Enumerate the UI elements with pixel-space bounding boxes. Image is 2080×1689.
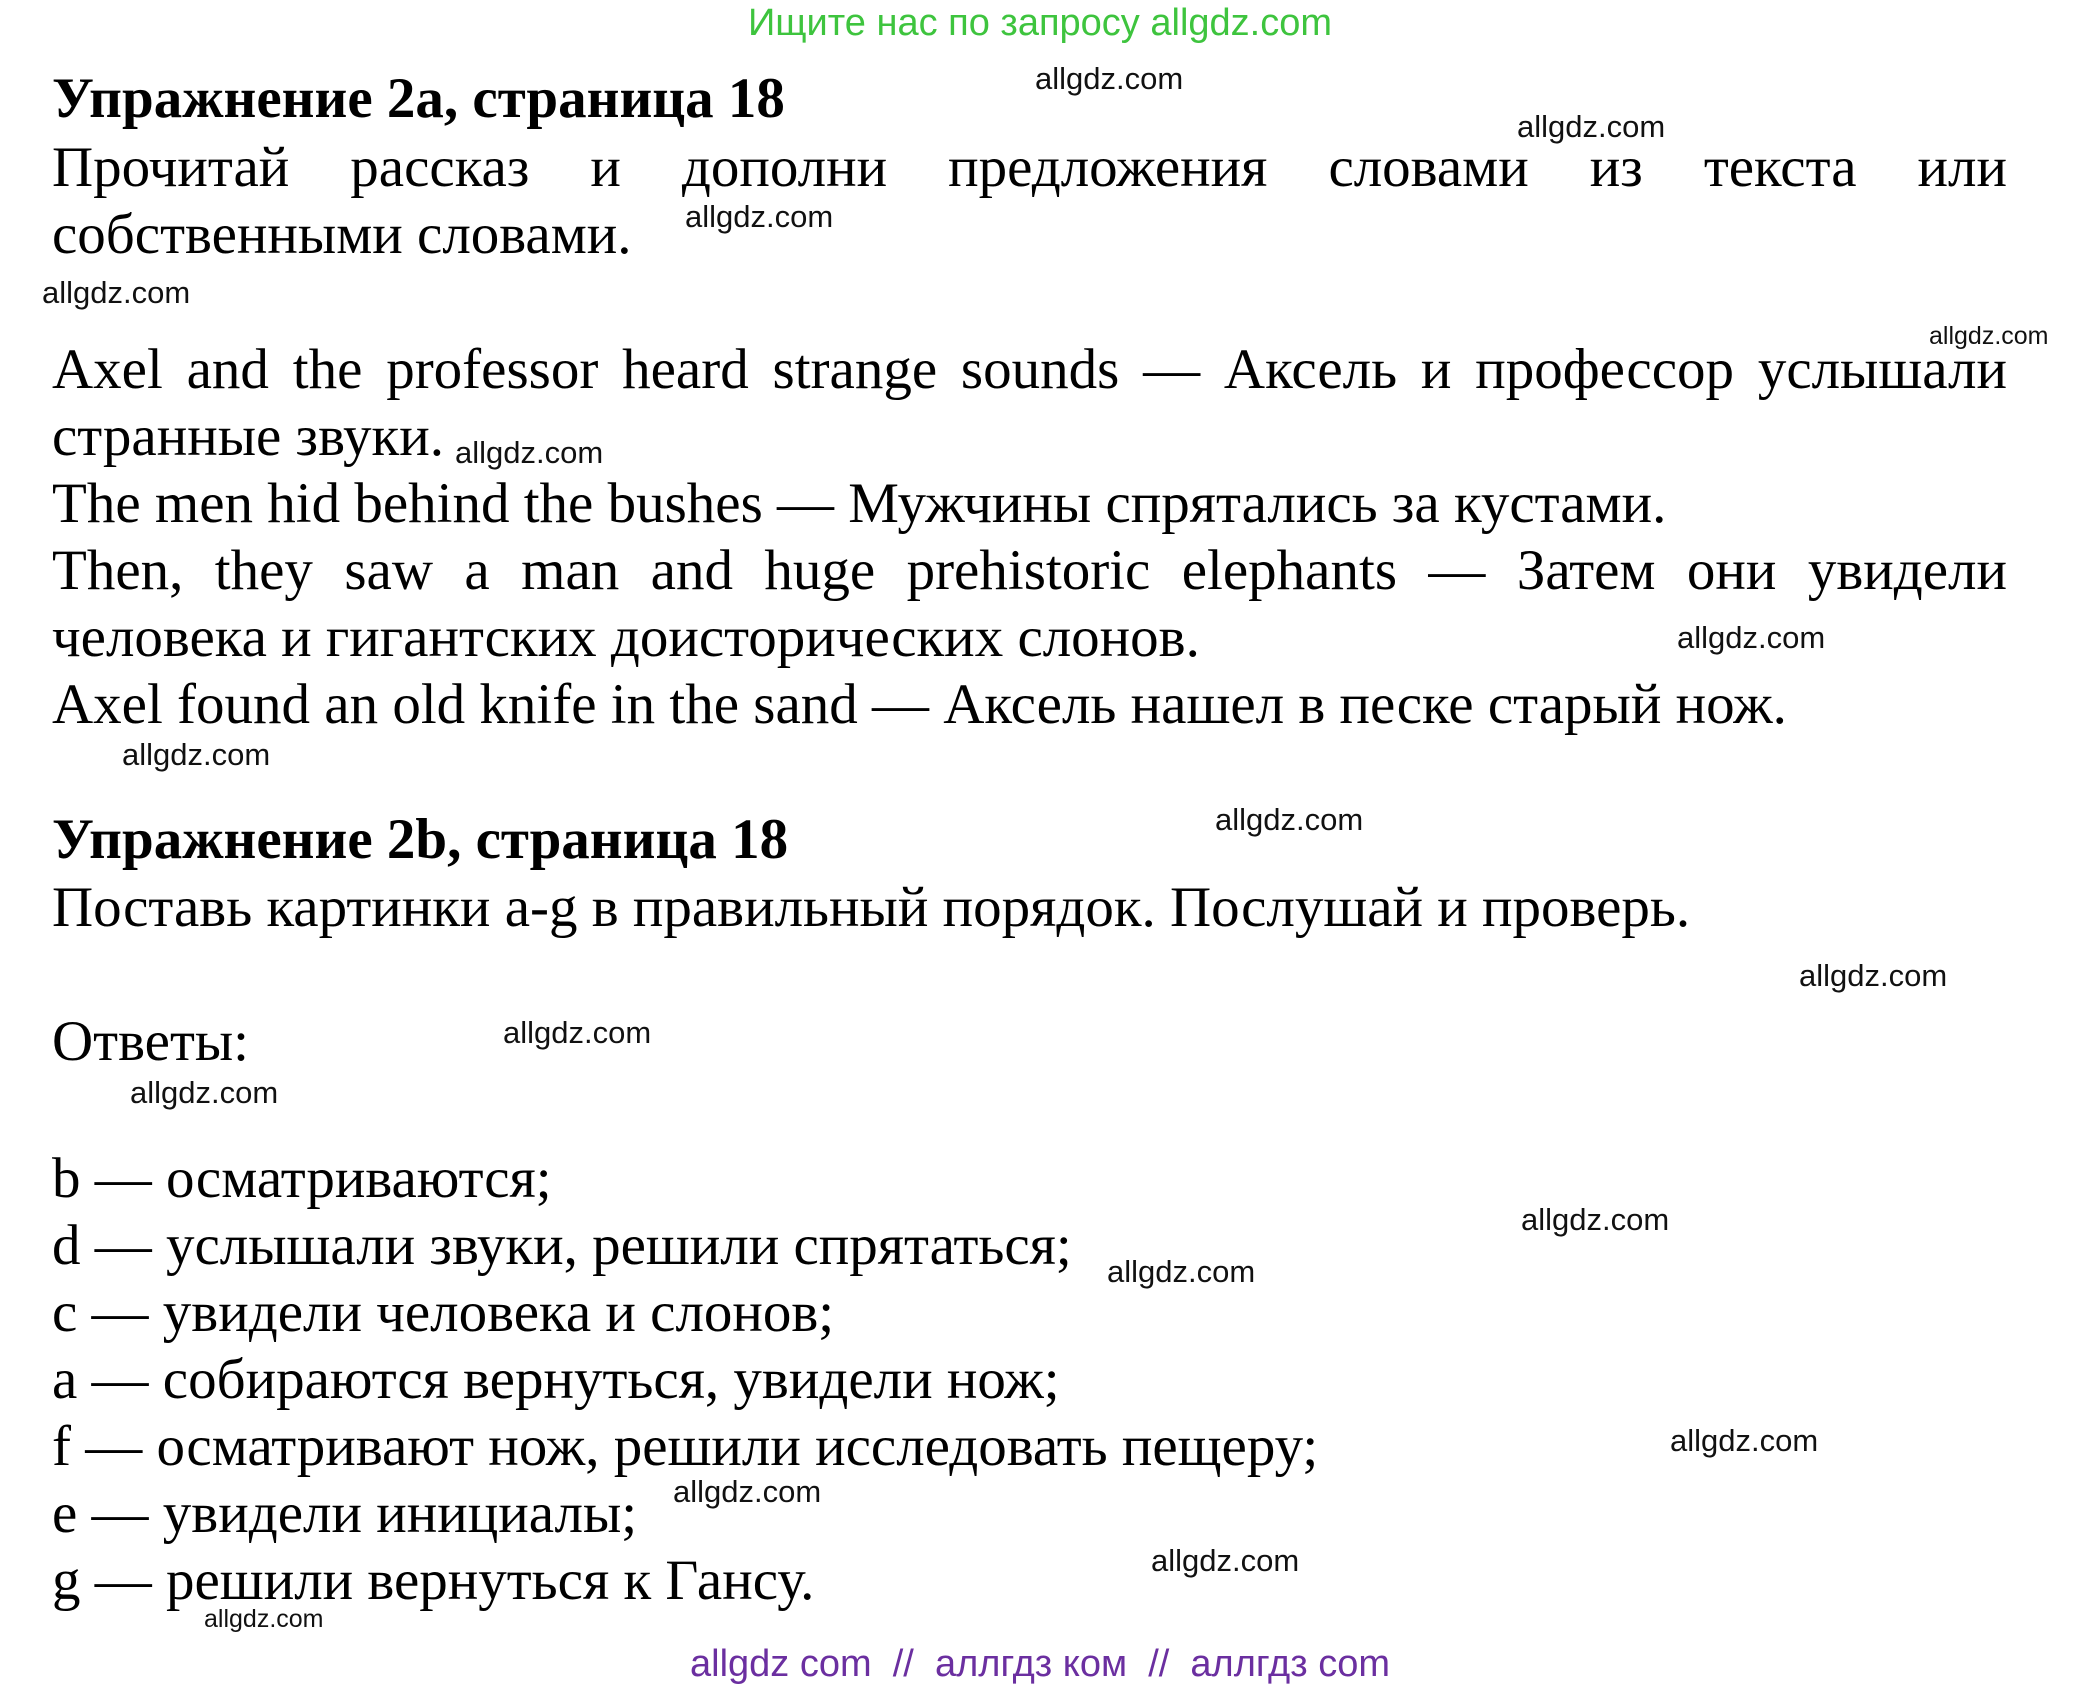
exercise-2b-title: Упражнение 2b, страница 18 bbox=[52, 808, 789, 871]
answer-2b-item: f — осматривают нож, решили исследовать пещеру; bbox=[52, 1415, 1319, 1478]
answer-2a-line-4: Then, they saw a man and huge prehistoric elephants — Затем они увидели bbox=[52, 539, 2007, 602]
watermark: allgdz.com bbox=[1799, 958, 1948, 993]
watermark: allgdz.com bbox=[1670, 1423, 1819, 1458]
answer-2b-item: c — увидели человека и слонов; bbox=[52, 1281, 835, 1344]
answer-2b-item: g — решили вернуться к Гансу. bbox=[52, 1549, 815, 1612]
answer-2b-item: a — собираются вернуться, увидели нож; bbox=[52, 1348, 1060, 1411]
answer-2a-line-1: Axel and the professor heard strange sounds — Аксель и профессор услышали bbox=[52, 338, 2007, 401]
watermark: allgdz.com bbox=[42, 275, 191, 310]
watermark: allgdz.com bbox=[122, 737, 271, 772]
watermark: allgdz.com bbox=[503, 1015, 652, 1050]
watermark: allgdz.com bbox=[673, 1474, 822, 1509]
watermark: allgdz.com bbox=[1677, 620, 1826, 655]
watermark: allgdz.com bbox=[1929, 322, 2049, 350]
exercise-2a-title: Упражнение 2а, страница 18 bbox=[52, 67, 785, 130]
watermark: allgdz.com bbox=[1035, 61, 1184, 96]
watermark: allgdz.com bbox=[204, 1605, 324, 1633]
watermark: allgdz.com bbox=[1107, 1254, 1256, 1289]
answer-2b-item: b — осматриваются; bbox=[52, 1147, 552, 1210]
top-banner: Ищите нас по запросу allgdz.com bbox=[747, 2, 1332, 44]
watermark: allgdz.com bbox=[1517, 109, 1666, 144]
answer-2a-line-6: Axel found an old knife in the sand — Аксель нашел в песке старый нож. bbox=[52, 673, 1787, 736]
watermark: allgdz.com bbox=[130, 1075, 279, 1110]
watermark: allgdz.com bbox=[1215, 802, 1364, 837]
answer-2a-line-5: человека и гигантских доисторических слонов. bbox=[52, 606, 1200, 669]
answers-label: Ответы: bbox=[52, 1010, 249, 1073]
watermark: allgdz.com bbox=[455, 435, 604, 470]
answer-2b-item: e — увидели инициалы; bbox=[52, 1482, 638, 1545]
bottom-banner: allgdz com // аллгдз ком // аллгдз com bbox=[690, 1643, 1390, 1685]
exercise-2a-task-line-2: собственными словами. bbox=[52, 203, 632, 266]
watermark: allgdz.com bbox=[1521, 1202, 1670, 1237]
exercise-2a-task-line-1: Прочитай рассказ и дополни предложения словами из текста или bbox=[52, 136, 2007, 199]
exercise-2b-task: Поставь картинки a-g в правильный порядок. Послушай и проверь. bbox=[52, 876, 1691, 939]
answer-2b-item: d — услышали звуки, решили спрятаться; bbox=[52, 1214, 1072, 1277]
answer-2a-line-3: The men hid behind the bushes — Мужчины спрятались за кустами. bbox=[52, 472, 1667, 535]
answer-2a-line-2: странные звуки. bbox=[52, 405, 444, 468]
watermark: allgdz.com bbox=[685, 199, 834, 234]
watermark: allgdz.com bbox=[1151, 1543, 1300, 1578]
